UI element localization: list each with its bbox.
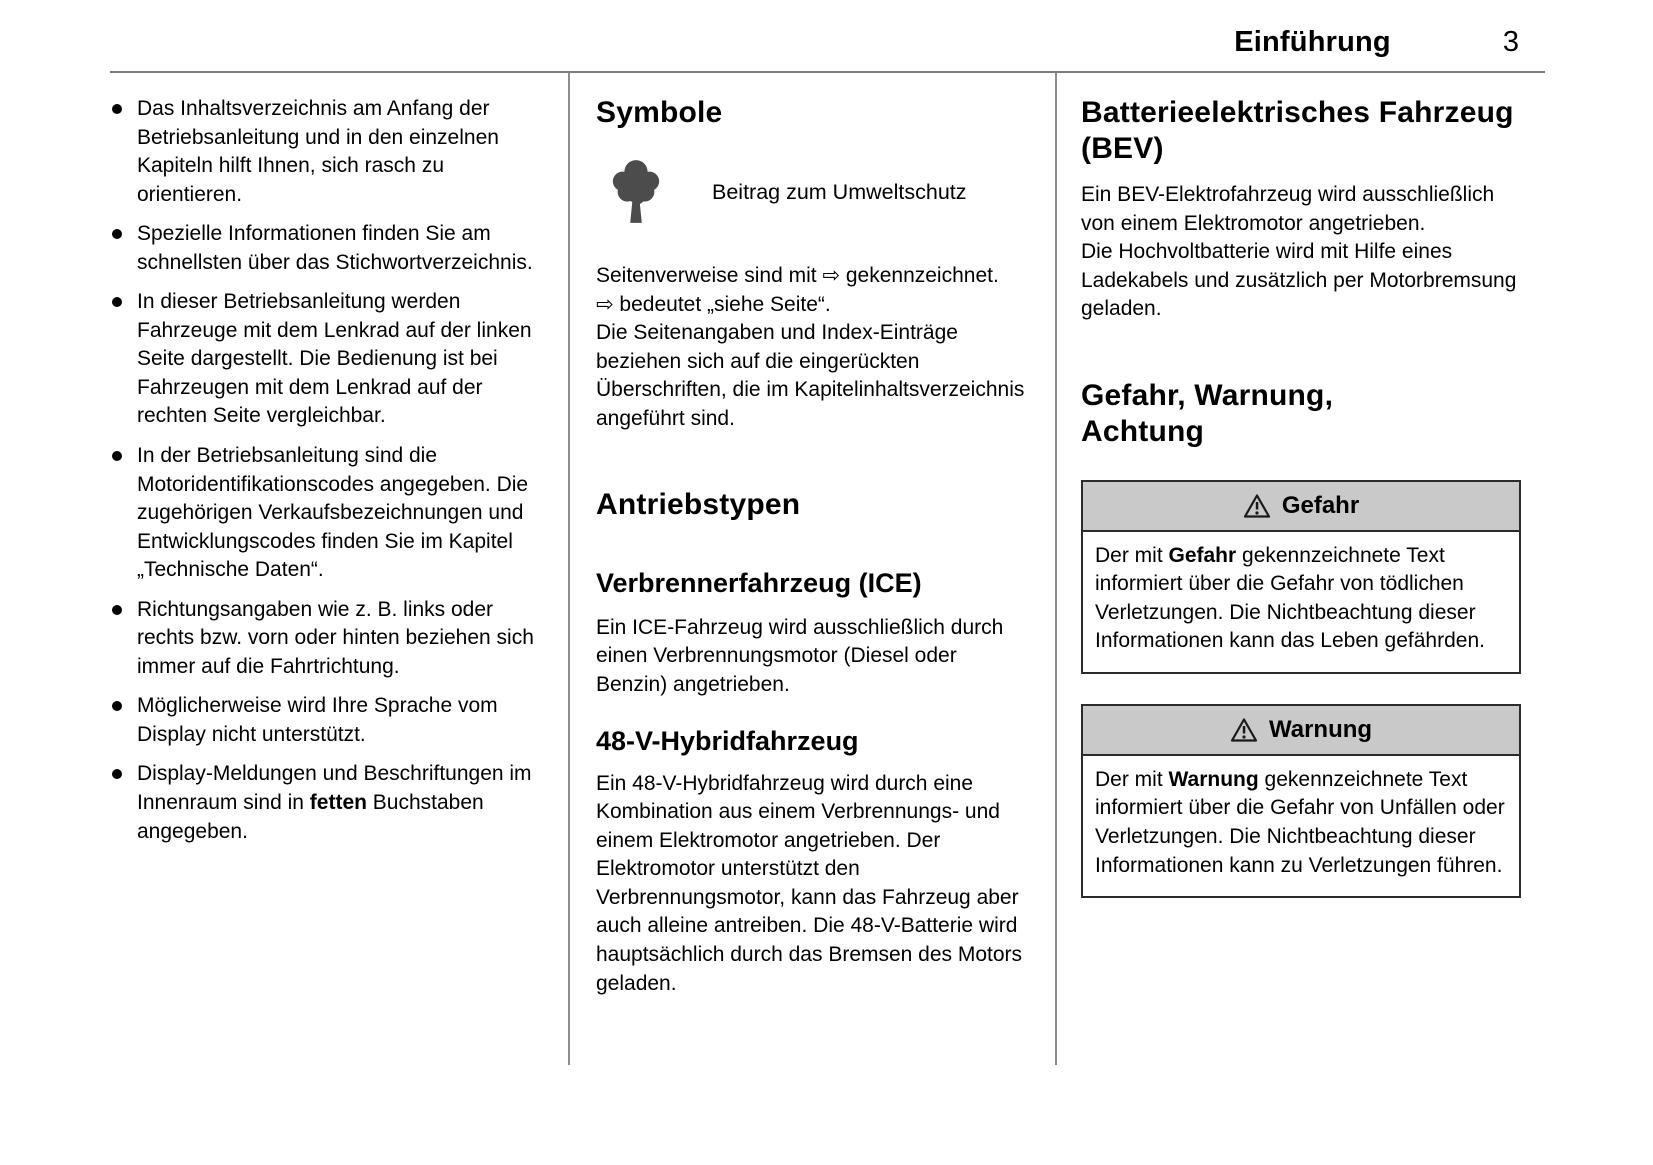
gefahr-box: [1081, 480, 1521, 674]
bullet-icon: [112, 701, 122, 711]
gefahr-box-body: [1083, 532, 1519, 672]
gefahr-body-bold: Gefahr: [1168, 543, 1237, 567]
list-item: [110, 220, 546, 277]
list-item: [110, 692, 546, 749]
page-header: [110, 26, 1545, 71]
warnung-body-bold: Warnung: [1168, 767, 1259, 791]
ice-paragraph: Ein ICE-Fahrzeug wird ausschließlich durch einen Verbrennungsmotor (Diesel oder Benzin) angetrieben.: [596, 615, 1004, 696]
environment-label: Beitrag zum Umweltschutz: [712, 180, 967, 204]
section-heading-symbole: Symbole: [596, 96, 723, 129]
bev-paragraph: Die Hochvoltbatterie wird mit Hilfe eines Ladekabels und zusätzlich per Motorbremsung geladen.: [1081, 240, 1517, 321]
section-heading-danger: Gefahr, Warnung, Achtung: [1081, 378, 1334, 448]
bullet-icon: [112, 229, 122, 239]
list-item: [110, 442, 546, 585]
section-heading-bev: Batterieelektrisches Fahrzeug (BEV): [1081, 96, 1514, 165]
content-columns: [110, 73, 1545, 1065]
bullet-icon: [112, 605, 122, 615]
warnung-body-pre: Der mit: [1095, 767, 1169, 791]
bullet-icon: [112, 769, 122, 779]
list-item: [110, 596, 546, 682]
bullet-icon: [112, 104, 122, 114]
left-column: [110, 73, 570, 1065]
bullet-text: Das Inhaltsverzeichnis am Anfang der Betriebsanleitung und in den einzelnen Kapiteln hilft Ihnen, sich rasch zu orientieren.: [137, 97, 499, 206]
reference-paragraph: Seitenverweise sind mit ⇨ gekennzeichnet.: [596, 264, 999, 287]
environment-symbol-row: [596, 157, 1031, 228]
bullet-text: Richtungsangaben wie z. B. links oder rechts bzw. vorn oder hinten beziehen sich immer auf die Fahrtrichtung.: [137, 597, 534, 678]
tree-icon: [596, 157, 712, 228]
right-column: [1057, 73, 1545, 1065]
hybrid-paragraph: Ein 48-V-Hybridfahrzeug wird durch eine Kombination aus einem Verbrennungs- und einem Elektromotor angetrieben. Der Elektromotor unterstützt den Verbrennungsmotor, kann das Fahrzeug aber auch alleine antreiben. Die 48-V-Batterie wird hauptsächlich durch das Bremsen des Motors geladen.: [596, 771, 1023, 995]
bullet-icon: [112, 451, 122, 461]
page-number: 3: [1502, 26, 1519, 58]
warnung-body-post: gekennzeichnete Text informiert über die Gefahr von Unfällen oder Verletzungen. Die Nichtbeachtung dieser Informationen kann zu Verletzungen führen.: [1095, 767, 1505, 877]
bullet-text-bold: fetten: [309, 791, 367, 815]
warnung-box-title: Warnung: [1268, 715, 1373, 743]
bullet-text: In dieser Betriebsanleitung werden Fahrzeuge mit dem Lenkrad auf der linken Seite dargestellt. Die Bedienung ist bei Fahrzeugen mit dem Lenkrad auf der rechten Seite vergleichbar.: [137, 290, 532, 428]
chapter-title: Einführung: [1234, 26, 1391, 58]
gefahr-body-post: gekennzeichnete Text informiert über die Gefahr von tödlichen Verletzungen. Die Nichtbeachtung dieser Informationen kann das Leben gefährden.: [1095, 543, 1485, 653]
subheading-ice: Verbrennerfahrzeug (ICE): [596, 568, 922, 599]
warnung-box: [1081, 704, 1521, 898]
gefahr-body-pre: Der mit: [1095, 543, 1169, 567]
bullet-text-post: Buchstaben angegeben.: [137, 791, 484, 843]
list-item: [110, 760, 546, 846]
gefahr-box-header: [1083, 482, 1519, 532]
reference-paragraph: Die Seitenangaben und Index-Einträge beziehen sich auf die eingerückten Überschriften, die im Kapitelinhaltsverzeichnis angeführt sind.: [596, 321, 1025, 430]
bullet-text: Spezielle Informationen finden Sie am schnellsten über das Stichwortverzeichnis.: [137, 222, 533, 274]
section-heading-antriebstypen: Antriebstypen: [596, 488, 801, 522]
warnung-box-header: [1083, 706, 1519, 756]
subheading-hybrid: 48-V-Hybridfahrzeug: [596, 726, 859, 757]
bullet-icon: [112, 297, 122, 307]
bullet-text-pre: Display-Meldungen und Beschriftungen im Innenraum sind in: [137, 762, 532, 815]
gefahr-box-title: Gefahr: [1281, 491, 1360, 519]
warning-triangle-icon: [1243, 493, 1271, 519]
warnung-box-body: [1083, 756, 1519, 896]
warning-triangle-icon: [1230, 717, 1258, 743]
bullet-text: In der Betriebsanleitung sind die Motoridentifikationscodes angegeben. Die zugehörigen Verkaufsbezeichnungen und Entwicklungscodes finden Sie im Kapitel „Technische Daten“.: [137, 444, 529, 582]
list-item: [110, 95, 546, 209]
list-item: [110, 288, 546, 431]
bullet-text: [137, 760, 546, 846]
reference-paragraph: ⇨ bedeutet „siehe Seite“.: [596, 292, 831, 316]
bev-paragraph: Ein BEV-Elektrofahrzeug wird ausschließlich von einem Elektromotor angetrieben.: [1081, 183, 1495, 235]
middle-column: [570, 73, 1057, 1065]
bullet-text: Möglicherweise wird Ihre Sprache vom Display nicht unterstützt.: [137, 694, 498, 746]
